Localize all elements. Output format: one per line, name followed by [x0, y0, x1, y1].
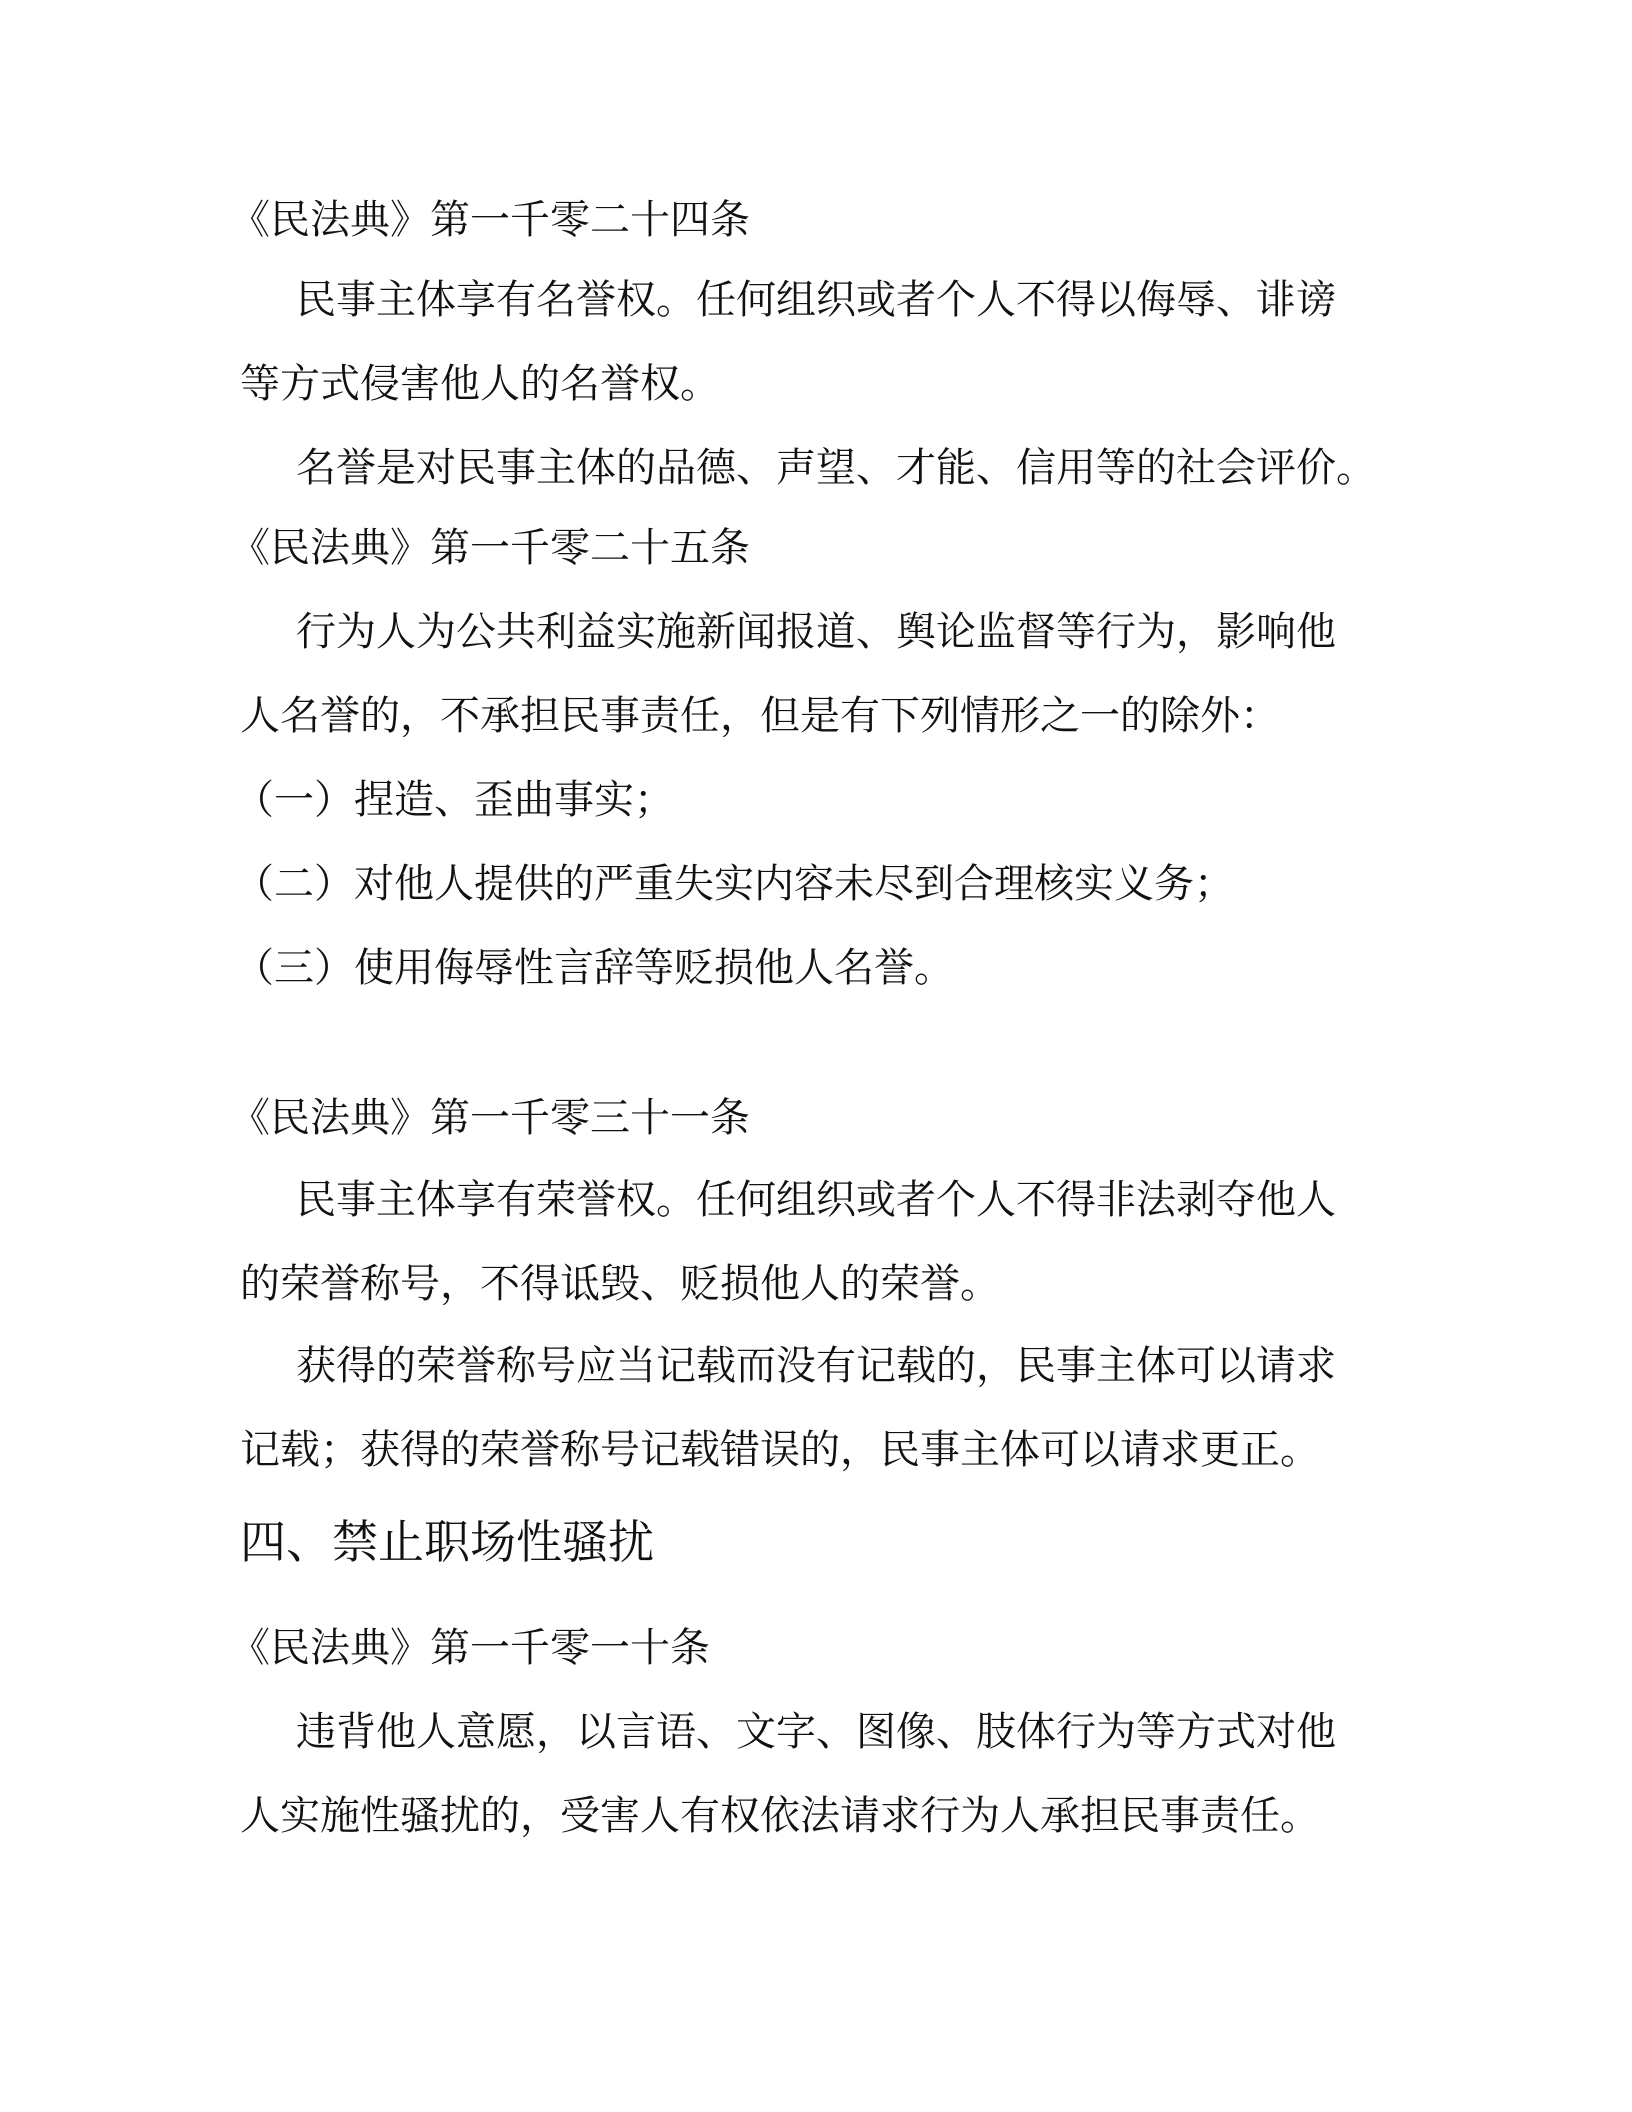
article-1010-paragraph-1-line-1: 违背他人意愿，以言语、文字、图像、肢体行为等方式对他: [296, 1709, 1336, 1755]
article-1025-item-1: （一）捏造、歪曲事实；: [234, 777, 674, 823]
article-1010-paragraph-1-line-2: 人实施性骚扰的，受害人有权依法请求行为人承担民事责任。: [240, 1793, 1320, 1839]
article-1024-paragraph-2-line-1: 名誉是对民事主体的品德、声望、才能、信用等的社会评价。: [296, 445, 1376, 491]
article-1031-title: 《民法典》第一千零三十一条: [230, 1095, 750, 1141]
article-1025-title: 《民法典》第一千零二十五条: [230, 525, 750, 571]
article-1031-paragraph-2-line-1: 获得的荣誉称号应当记载而没有记载的，民事主体可以请求: [296, 1343, 1336, 1389]
article-1024-paragraph-1-line-1: 民事主体享有名誉权。任何组织或者个人不得以侮辱、诽谤: [296, 277, 1336, 323]
document-page: [230, 0, 1400, 2112]
article-1025-item-2: （二）对他人提供的严重失实内容未尽到合理核实义务；: [234, 861, 1234, 907]
article-1025-paragraph-1-line-1: 行为人为公共利益实施新闻报道、舆论监督等行为，影响他: [296, 609, 1336, 655]
article-1024-title: 《民法典》第一千零二十四条: [230, 197, 750, 243]
section-heading: 四、禁止职场性骚扰: [240, 1515, 654, 1569]
article-1025-item-3: （三）使用侮辱性言辞等贬损他人名誉。: [234, 945, 954, 991]
article-1025-paragraph-1-line-2: 人名誉的，不承担民事责任，但是有下列情形之一的除外：: [240, 693, 1280, 739]
article-1031-paragraph-2-line-2: 记载；获得的荣誉称号记载错误的，民事主体可以请求更正。: [240, 1427, 1320, 1473]
article-1031-paragraph-1-line-2: 的荣誉称号，不得诋毁、贬损他人的荣誉。: [240, 1261, 1000, 1307]
article-1024-paragraph-1-line-2: 等方式侵害他人的名誉权。: [240, 361, 720, 407]
article-1010-title: 《民法典》第一千零一十条: [230, 1625, 710, 1671]
article-1031-paragraph-1-line-1: 民事主体享有荣誉权。任何组织或者个人不得非法剥夺他人: [296, 1177, 1336, 1223]
